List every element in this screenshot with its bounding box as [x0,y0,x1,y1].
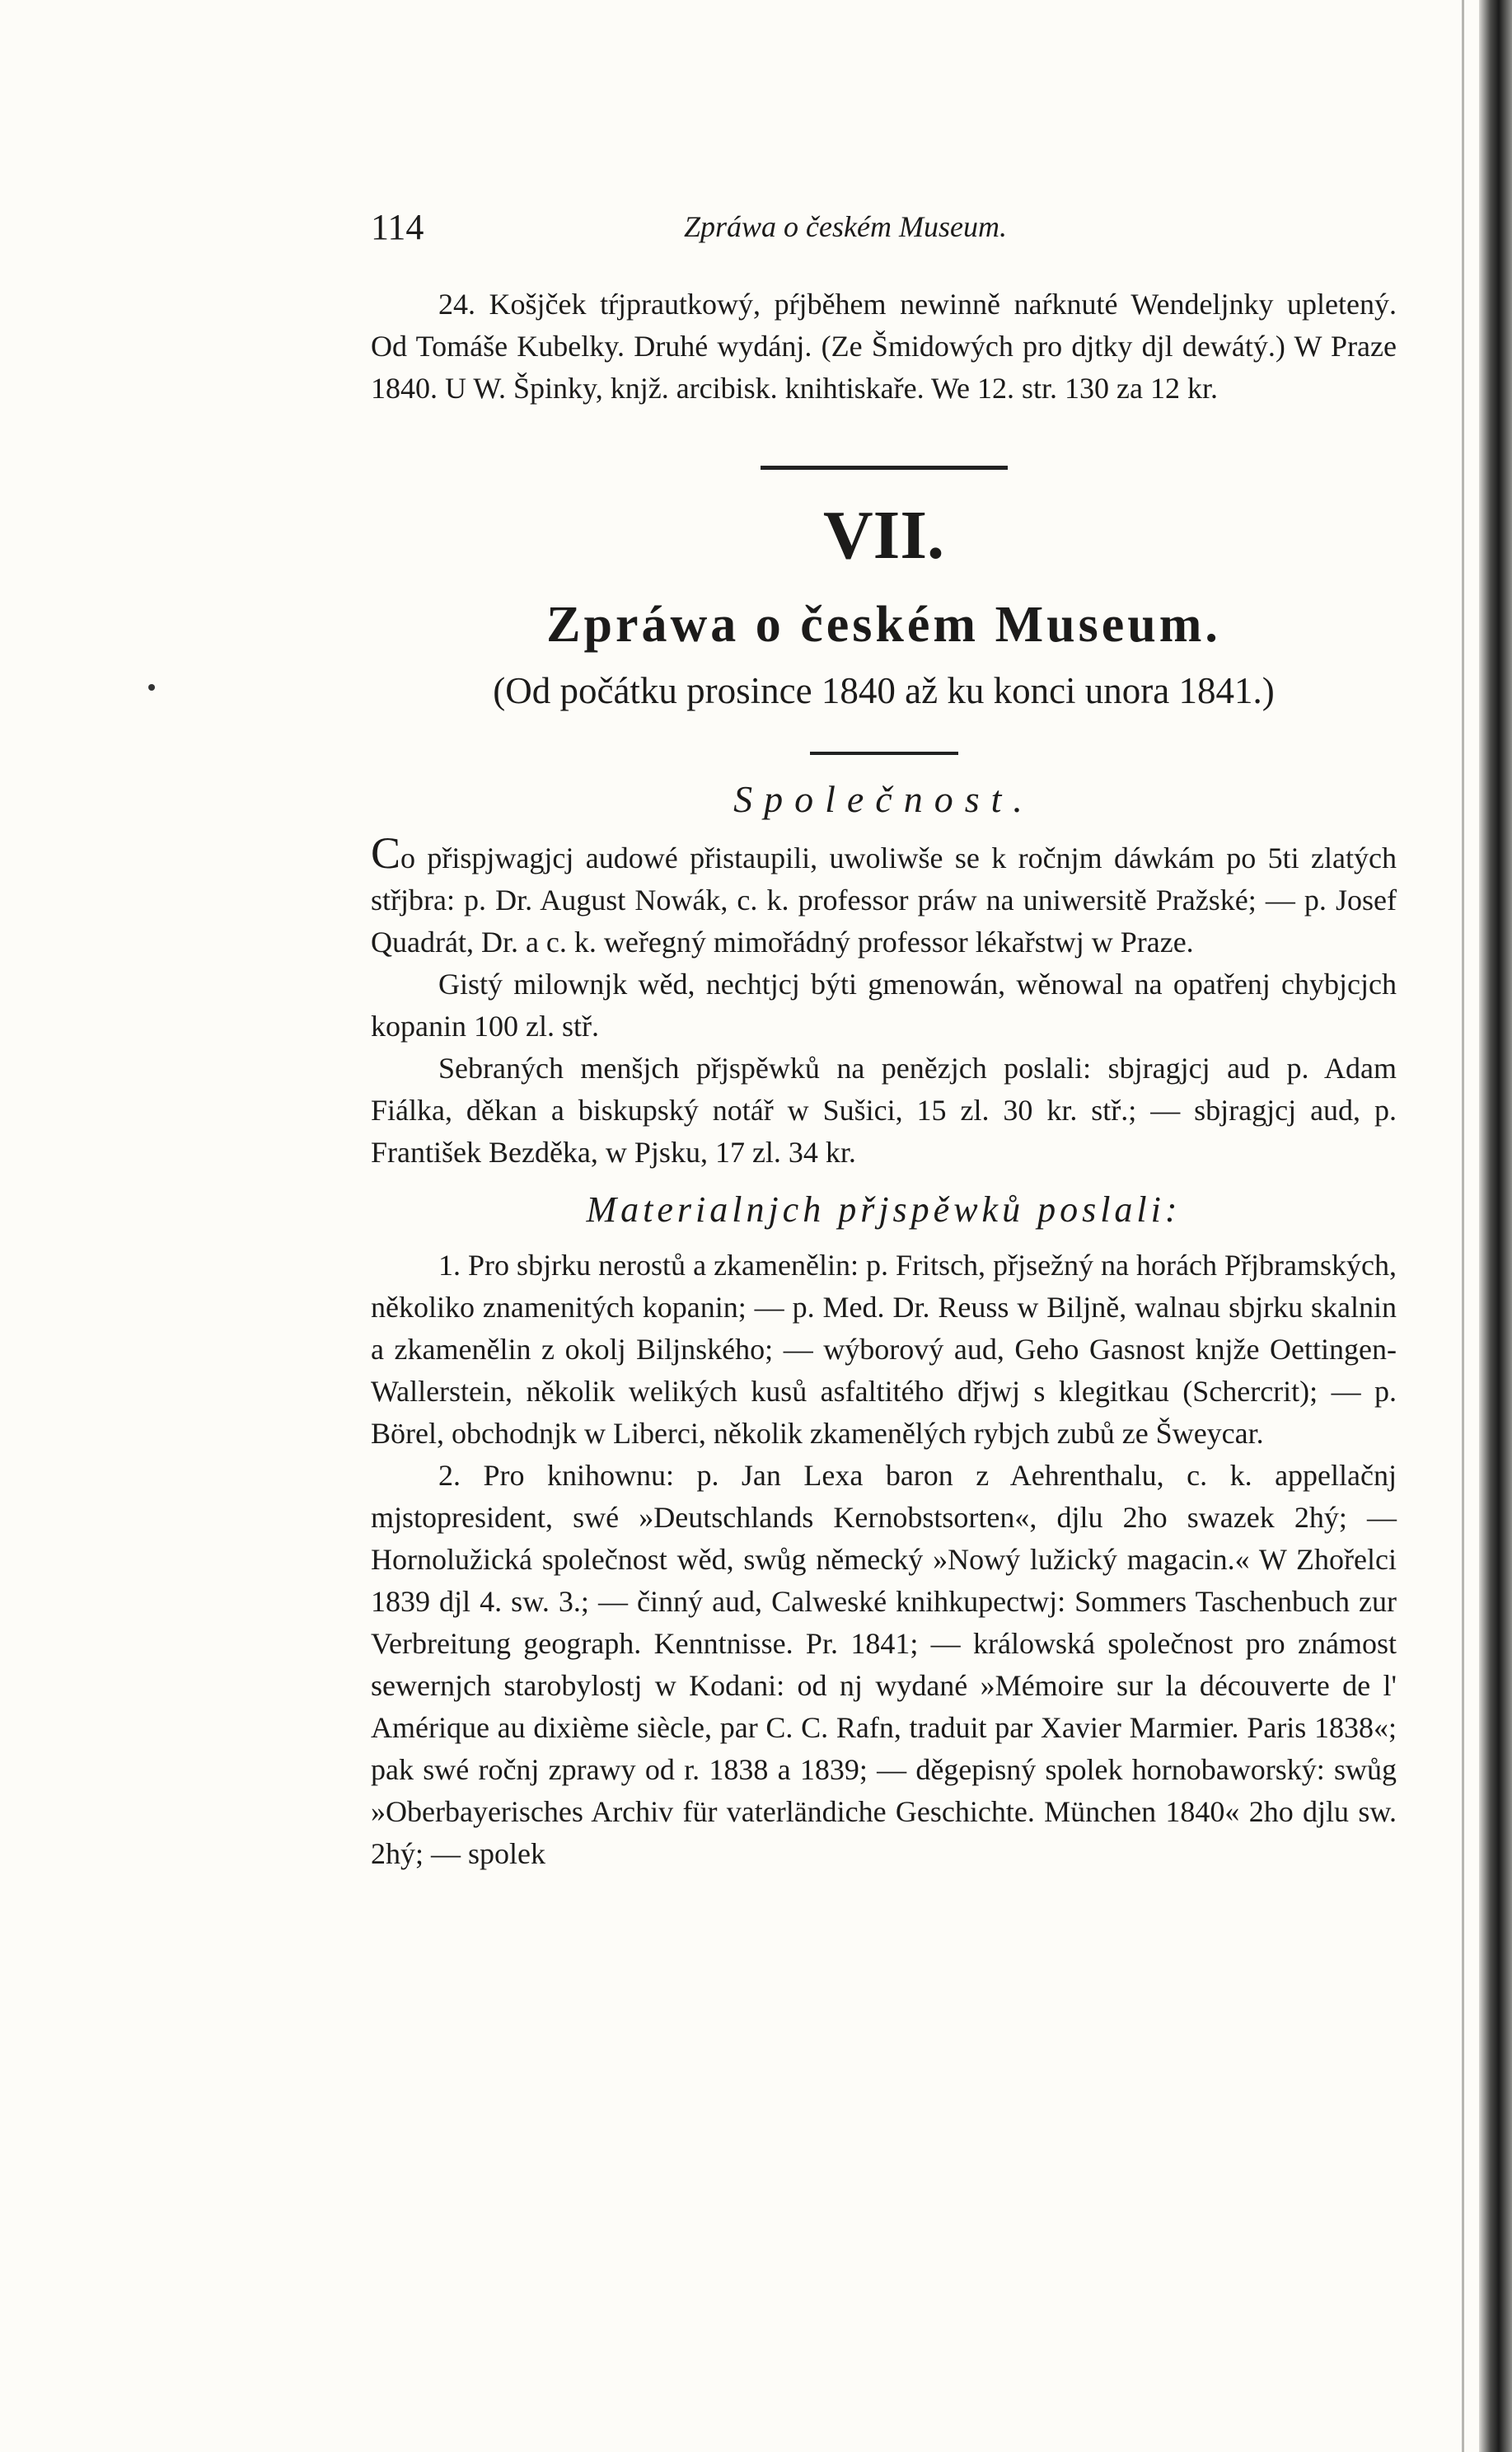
material-item-1: 1. Pro sbjrku nerostů a zkamenělin: p. Fritsch, přjsežný na horách Přjbramských, několiko znamenitých kopanin; — p. Med. Dr. Reuss w Biljně, walnau sbjrku skalnin a zkamenělin z okolj Biljnského; — wýborový aud, Geho Gasnost knjže Oettingen-Wallerstein, několik welikých kusů asfaltitého dřjwj s klegitkau (Schercrit); — p. Börel, obchodnjk w Liberci, několik zkamenělých rybjch zubů ze Šweycar. [371,1249,1397,1450]
page-edge-line [1462,0,1464,2452]
members-paragraph [371,828,1397,963]
section-heading-spolecnost: Společnost. [733,778,1034,820]
running-title: Zpráwa o českém Museum. [684,210,1007,243]
ink-speck [148,684,155,691]
drop-cap: C [371,828,401,878]
page-content [371,198,1397,1875]
chapter-number: VII. [822,497,945,574]
material-item-2: 2. Pro knihownu: p. Jan Lexa baron z Aehrenthalu, c. k. appellačnj mjstopresident, swé »Deutschlands Kernobstsorten«, djlu 2ho swazek 2hý; — Hornolužická společnost wěd, swůg německý »Nowý lužický magacin.« W Zhořelci 1839 djl 4. sw. 3.; — činný aud, Calweské knihkupectwj: Sommers Taschenbuch zur Verbreitung geograph. Kenntnisse. Pr. 1841; — králowská společnost pro známost sewernjch starobylostj w Kodani: od nj wydané »Mémoire sur la découverte de l' Amérique au dixième siècle, par C. C. Rafn, traduit par Xavier Marmier. Paris 1838«; pak swé ročnj zprawy od r. 1838 a 1839; — děgepisný spolek hornobaworský: swůg »Oberbayerisches Archiv für vaterländiche Geschichte. München 1840« 2ho djlu sw. 2hý; — spolek [371,1459,1397,1870]
section-heading-material: Materialnjch přjspěwků poslali: [586,1189,1182,1230]
page-number: 114 [371,207,424,247]
item-24-paragraph: 24. Košjček tŕjprautkowý, pŕjběhem newinně naŕknuté Wendeljnky upletený. Od Tomáše Kubelky. Druhé wydánj. (Ze Šmidowých pro djtky djl dewátý.) W Praze 1840. U W. Špinky, knjž. arcibisk. knihtiskaře. We 12. str. 130 za 12 kr. [371,288,1397,405]
members-paragraph-text: o přispjwagjcj audowé přistaupili, uwoliwše se k ročnjm dáwkám po 5ti zlatých střjbra: p. Dr. August Nowák, c. k. professor práw na uniwersitě Pražské; — p. Josef Quadrát, Dr. a c. k. weřegný mimořádný professor lékařstwj w Praze. [371,842,1397,959]
divider-top [761,466,1008,470]
page-header [371,198,1397,256]
chapter-title: Zpráwa o českém Museum. [546,597,1221,653]
chapter-subtitle: (Od počátku prosince 1840 až ku konci unora 1841.) [493,670,1275,711]
scan-edge-shadow [1479,0,1512,2452]
divider-middle [810,752,958,755]
donation-paragraph: Gistý milownjk wěd, nechtjcj býti gmenowán, wěnowal na opatřenj chybjcjch kopanin 100 zl. stř. [371,968,1397,1043]
contributions-paragraph: Sebraných menšjch přjspěwků na penězjch poslali: sbjragjcj aud p. Adam Fiálka, děkan a biskupský notář w Sušici, 15 zl. 30 kr. stř.; — sbjragjcj aud, p. František Bezděka, w Pjsku, 17 zl. 34 kr. [371,1052,1397,1169]
